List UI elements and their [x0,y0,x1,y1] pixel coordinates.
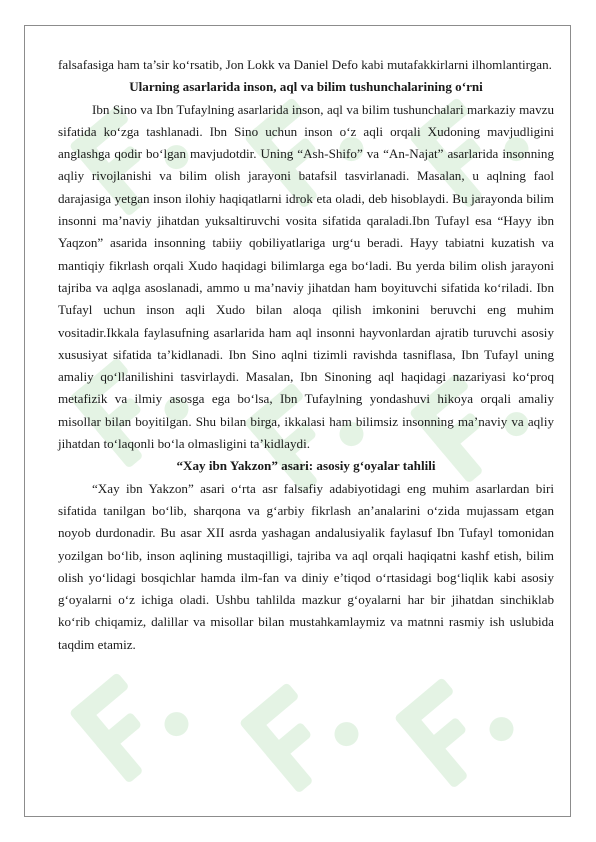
section-paragraph-analysis: “Xay ibn Yakzon” asari o‘rta asr falsafiy adabiyotidagi eng muhim asarlardan biri sifatida tanilgan bo‘lib, sharqona va g‘arbiy fikrlash an’analarini o‘zida mujassam etgan noyob durdonadir. Bu asar XII asrda yashagan andalusiyalik faylasuf Ibn Tufayl tomonidan yozilgan bo‘lib, inson aqlining mustaqilligi, tajriba va aql orqali haqiqatni kashf etish, bilim olish yo‘lidagi bosqichlar hamda ilm-fan va diniy e’tiqod o‘rtasidagi bog‘liqlik kabi asosiy g‘oyalarni o‘z ichiga oladi. Ushbu tahlilda mazkur g‘oyalarni har bir jihatdan sinchiklab ko‘rib chiqamiz, dalillar va misollar bilan mustahkamlaymiz va matnni rasmiy ish uslubida taqdim etamiz. [58,480,554,652]
intro-paragraph: falsafasiga ham ta’sir ko‘rsatib, Jon Lokk va Daniel Defo kabi mutafakkirlarni ilhomlantirgan. [58,57,552,72]
section-heading-concepts: Ularning asarlarida inson, aql va bilim tushunchalarining o‘rni [129,79,483,95]
document-body [58,54,554,656]
section-paragraph-concepts: Ibn Sino va Ibn Tufaylning asarlarida inson, aql va bilim tushunchalari markaziy mavzu sifatida ko‘zga tashlanadi. Ibn Sino uchun inson o‘z aqli orqali Xudoning mavjudligini anglashga qodir bo‘lgan mavjudotdir. Uning “Ash-Shifo” va “An-Najat” asarlarida insonning aqliy rivojlanishi va bilim olish jarayoni batafsil tasvirlanadi. Masalan, u aqlning faol darajasiga yetgan inson ilohiy haqiqatlarni idrok eta oladi, deb hisoblaydi. Bu jarayonda bilim insonni ma’naviy jihatdan yuksaltiruvchi vosita sifatida qaraladi.Ibn Tufayl esa “Hayy ibn Yaqzon” asarida insonning tabiiy qobiliyatlariga urg‘u beradi. Hayy tabiatni kuzatish va mantiqiy fikrlash orqali Xudo haqidagi bilimlarga ega bo‘ladi. Bu yerda bilim olish jarayoni tajriba va aqlga asoslanadi, ammo u ma’naviy jihatdan ham boyituvchi sifatida ko‘riladi. Ibn Tufayl uchun inson aqli Xudo bilan aloqa qilish imkonini beruvchi eng muhim vositadir.Ikkala faylasufning asarlarida ham aql insonni hayvonlardan ajratib turuvchi asosiy xususiyat sifatida ta’kidlanadi. Ibn Sino aqlni tizimli ravishda tasniflasa, Ibn Tufayl uning amaliy qo‘llanilishini tasvirlaydi. Masalan, Ibn Sinoning aql haqidagi nazariyasi ko‘proq metafizik va ilmiy asosga ega bo‘lsa, Ibn Tufaylning yondashuvi hikoya orqali amaliy misollar bilan boyitilgan. Shu bilan birga, ikkalasi ham bilimsiz insonning ma’naviy va aqliy jihatdan to‘laqonli bo‘la olmasligini ta’kidlaydi. [58,101,554,452]
section-heading-analysis: “Xay ibn Yakzon” asari: asosiy g‘oyalar tahlili [176,458,436,474]
